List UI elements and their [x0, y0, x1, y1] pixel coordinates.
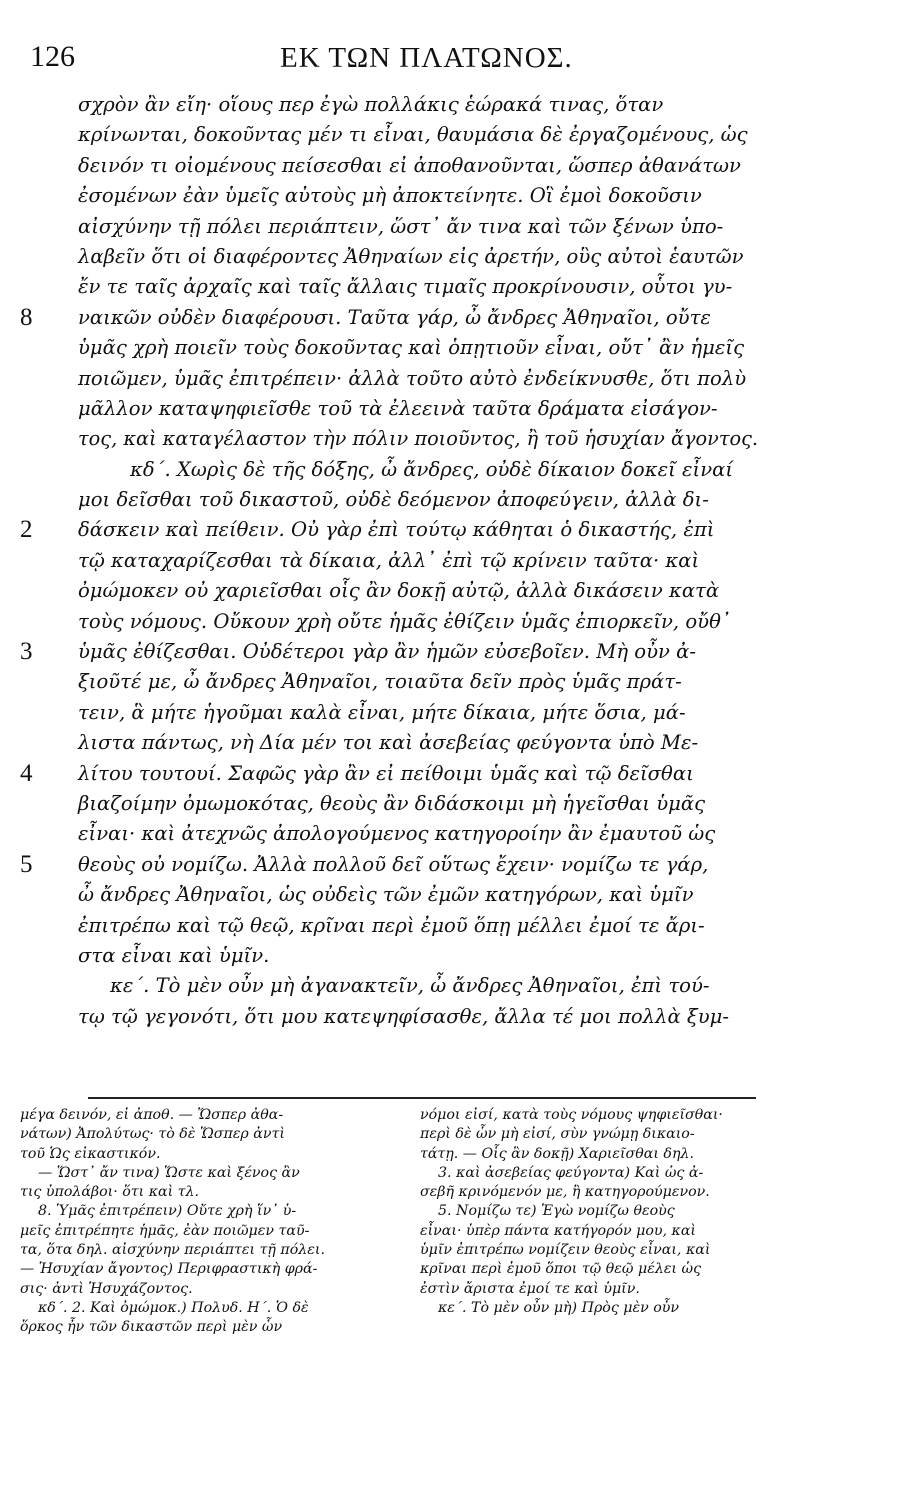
text-line	[20, 637, 758, 667]
footnote-line: τις ὑπολάβοι· ὅτι καὶ τλ.	[20, 1184, 200, 1201]
text-line	[78, 819, 758, 849]
margin-section-number: 8	[20, 303, 33, 331]
footnotes-left-column	[20, 1106, 400, 1338]
footnote-line: σις· ἀντὶ Ἡσυχάζοντος.	[20, 1280, 193, 1297]
text-line	[78, 333, 758, 363]
text-line	[78, 576, 758, 606]
main-text-block	[20, 90, 759, 1032]
text-line-content: βιαζοίμην ὀμωμοκότας, θεοὺς ἂν διδάσκοιμι μὴ ἡγεῖσθαι ὑμᾶς	[78, 791, 706, 815]
text-line	[78, 181, 758, 211]
footnote-line: 8. Ὑμᾶς ἐπιτρέπειν) Οὔτε χρὴ ἵν᾽ ὑ-	[38, 1203, 297, 1220]
text-line-content: ἐσομένων ἐὰν ὑμεῖς αὐτοὺς μὴ ἀποκτείνητε. Οἳ ἐμοὶ δοκοῦσιν	[78, 184, 702, 208]
text-line-content: λίτου τουτουί. Σαφῶς γὰρ ἂν εἰ πείθοιμι ὑμᾶς καὶ τῷ δεῖσθαι	[78, 761, 694, 785]
text-line	[78, 971, 758, 1001]
footnote-line: κδ΄. 2. Καὶ ὀμώμοκ.) Πολυδ. Η΄. Ὁ δὲ	[38, 1299, 309, 1316]
text-line-content: κρίνωνται, δοκοῦντας μέν τι εἶναι, θαυμάσια δὲ ἐργαζομένους, ὡς	[78, 123, 748, 147]
footnote-line: τα, ὅτα δηλ. αἰσχύνην περιάπτει τῇ πόλει.	[20, 1242, 325, 1259]
margin-section-number: 3	[20, 638, 33, 666]
page-header	[30, 40, 872, 90]
text-line	[20, 759, 758, 789]
text-line-content: μοι δεῖσθαι τοῦ δικαστοῦ, οὐδὲ δεόμενον ἀποφεύγειν, ἀλλὰ δι-	[78, 488, 709, 512]
running-title: ΕΚ ΤΩΝ ΠΛΑΤΩΝΟΣ.	[280, 42, 573, 74]
text-line-content: ὀμώμοκεν οὐ χαριεῖσθαι οἷς ἂν δοκῇ αὐτῷ, ἀλλὰ δικάσειν κατὰ	[78, 579, 720, 603]
footnote-line: εἶναι· ὑπὲρ πάντα κατήγορόν μου, καὶ	[420, 1222, 696, 1239]
footnote-line: νάτων) Ἀπολύτως· τὸ δὲ Ὥσπερ ἀντὶ	[20, 1126, 285, 1143]
text-line-content: κε΄. Τὸ μὲν οὖν μὴ ἀγανακτεῖν, ὦ ἄνδρες Ἀθηναῖοι, ἐπὶ τού-	[110, 974, 710, 998]
text-line	[78, 546, 758, 576]
footnote-line: μεῖς ἐπιτρέπητε ἡμᾶς, ἐὰν ποιῶμεν ταῦ-	[20, 1222, 310, 1239]
text-line	[78, 728, 758, 758]
text-line-content: τος, καὶ καταγέλαστον τὴν πόλιν ποιοῦντος, ἢ τοῦ ἡσυχίαν ἄγοντος.	[78, 427, 759, 451]
text-line-content: ὑμᾶς ἐθίζεσθαι. Οὐδέτεροι γὰρ ἂν ἡμῶν εὐσεβοῖεν. Μὴ οὖν ἀ-	[78, 640, 696, 664]
text-line-content: ὑμᾶς χρὴ ποιεῖν τοὺς δοκοῦντας καὶ ὁπῃτιοῦν εἶναι, οὔτ᾽ ἂν ἡμεῖς	[78, 336, 745, 360]
text-line	[20, 850, 758, 880]
text-line-content: σχρὸν ἂν εἴη· οἵους περ ἐγὼ πολλάκις ἑώρακά τινας, ὅταν	[78, 93, 664, 116]
text-line	[78, 485, 758, 515]
text-line	[78, 911, 758, 941]
footnote-line: — Ἡσυχίαν ἄγοντος) Περιφραστικὴ φρά-	[20, 1261, 318, 1278]
footnote-line: μέγα δεινόν, εἰ ἀποθ. — Ὥσπερ ἀθα-	[20, 1107, 284, 1123]
footnote-line: τάτῃ. — Οἷς ἂν δοκῇ) Χαριεῖσθαι δηλ.	[420, 1145, 694, 1162]
text-line	[78, 698, 758, 728]
text-line	[78, 90, 758, 120]
text-line-content: εἶναι· καὶ ἀτεχνῶς ἀπολογούμενος κατηγοροίην ἂν ἐμαυτοῦ ὡς	[78, 822, 716, 846]
footnote-line: σεβῆ κρινόμενόν με, ἢ κατηγορούμενον.	[420, 1184, 710, 1201]
text-line	[78, 242, 758, 272]
text-line	[78, 607, 758, 637]
text-line	[78, 941, 758, 971]
text-line	[78, 789, 758, 819]
footnote-line: ὅρκος ἦν τῶν δικαστῶν περὶ μὲν ὧν	[20, 1319, 283, 1336]
text-line-content: αἰσχύνην τῇ πόλει περιάπτειν, ὥστ᾽ ἄν τινα καὶ τῶν ξένων ὑπο-	[78, 214, 724, 238]
text-line-content: ποιῶμεν, ὑμᾶς ἐπιτρέπειν· ἀλλὰ τοῦτο αὐτὸ ἐνδείκνυσθε, ὅτι πολὺ	[78, 366, 747, 390]
text-line-content: δάσκειν καὶ πείθειν. Οὐ γὰρ ἐπὶ τούτῳ κάθηται ὁ δικαστής, ἐπὶ	[78, 518, 715, 542]
text-line-content: θεοὺς οὐ νομίζω. Ἀλλὰ πολλοῦ δεῖ οὕτως ἔχειν· νομίζω τε γάρ,	[78, 852, 709, 876]
text-line-content: κδ΄. Χωρὶς δὲ τῆς δόξης, ὦ ἄνδρες, οὐδὲ δίκαιον δοκεῖ εἶναί	[130, 457, 734, 481]
page-number: 126	[30, 40, 75, 73]
text-line	[78, 880, 758, 910]
text-line-content: ναικῶν οὐδὲν διαφέρουσι. Ταῦτα γάρ, ὦ ἄνδρες Ἀθηναῖοι, οὔτε	[78, 305, 711, 329]
text-line	[20, 515, 758, 545]
text-line	[78, 667, 758, 697]
margin-section-number: 2	[20, 516, 33, 544]
footnote-line: περὶ δὲ ὧν μὴ εἰσί, σὺν γνώμῃ δικαιο-	[420, 1126, 695, 1143]
text-line-content: μᾶλλον καταψηφιεῖσθε τοῦ τὰ ἐλεεινὰ ταῦτα δράματα εἰσάγον-	[78, 396, 718, 420]
margin-section-number: 4	[20, 759, 33, 787]
text-line	[78, 151, 758, 181]
footnotes-right-column	[420, 1106, 870, 1318]
text-line	[20, 303, 758, 333]
footnote-line: 5. Νομίζω τε) Ἐγὼ νομίζω θεοὺς	[438, 1203, 675, 1220]
text-line	[78, 120, 758, 150]
footnote-line: νόμοι εἰσί, κατὰ τοὺς νόμους ψηφιεῖσθαι·	[420, 1107, 723, 1123]
text-line-content: ἐπιτρέπω καὶ τῷ θεῷ, κρῖναι περὶ ἐμοῦ ὅπῃ μέλλει ἐμοί τε ἄρι-	[78, 913, 705, 937]
text-line-content: ξιοῦτέ με, ὦ ἄνδρες Ἀθηναῖοι, τοιαῦτα δεῖν πρὸς ὑμᾶς πράτ-	[78, 670, 682, 694]
text-line	[78, 455, 758, 485]
footnote-line: τοῦ Ὡς εἰκαστικόν.	[20, 1145, 161, 1162]
text-line-content: λαβεῖν ὅτι οἱ διαφέροντες Ἀθηναίων εἰς ἀρετήν, οὓς αὐτοὶ ἑαυτῶν	[78, 244, 744, 268]
footnote-line: 3. καὶ ἀσεβείας φεύγοντα) Καὶ ὡς ἀ-	[438, 1164, 704, 1181]
text-line-content: στα εἶναι καὶ ὑμῖν.	[78, 943, 270, 967]
footnote-line: κε΄. Τὸ μὲν οὖν μὴ) Πρὸς μὲν οὖν	[438, 1299, 680, 1316]
text-line	[78, 394, 758, 424]
text-line-content: ὦ ἄνδρες Ἀθηναῖοι, ὡς οὐδεὶς τῶν ἐμῶν κατηγόρων, καὶ ὑμῖν	[78, 883, 694, 907]
footnote-line: κρῖναι περὶ ἐμοῦ ὅποι τῷ θεῷ μέλει ὡς	[420, 1261, 702, 1278]
margin-section-number: 5	[20, 850, 33, 878]
text-line-content: τειν, ἃ μήτε ἡγοῦμαι καλὰ εἶναι, μήτε δίκαια, μήτε ὅσια, μά-	[78, 700, 686, 724]
text-line	[78, 1002, 758, 1032]
text-line	[78, 272, 758, 302]
text-line-content: τῷ καταχαρίζεσθαι τὰ δίκαια, ἀλλ᾽ ἐπὶ τῷ κρίνειν ταῦτα· καὶ	[78, 548, 700, 572]
footnote-rule	[88, 1097, 756, 1099]
text-line-content: τοὺς νόμους. Οὔκουν χρὴ οὔτε ἡμᾶς ἐθίζειν ὑμᾶς ἐπιορκεῖν, οὔθ᾽	[78, 609, 731, 633]
text-line-content: τῳ τῷ γεγονότι, ὅτι μου κατεψηφίσασθε, ἄλλα τέ μοι πολλὰ ξυμ-	[78, 1004, 729, 1028]
text-line-content: δεινόν τι οἰομένους πείσεσθαι εἰ ἀποθανοῦνται, ὥσπερ ἀθανάτων	[78, 153, 741, 177]
text-line-content: λιστα πάντως, νὴ Δία μέν τοι καὶ ἀσεβείας φεύγοντα ὑπὸ Με-	[78, 731, 699, 755]
text-line	[78, 364, 758, 394]
footnote-line: ὑμῖν ἐπιτρέπω νομίζειν θεοὺς εἶναι, καὶ	[420, 1242, 711, 1259]
text-line	[78, 212, 758, 242]
footnote-line: ἐστὶν ἄριστα ἐμοί τε καὶ ὑμῖν.	[420, 1280, 640, 1297]
footnote-line: — Ὥστ᾽ ἄν τινα) Ὥστε καὶ ξένος ἂν	[38, 1164, 300, 1181]
text-line	[78, 424, 759, 454]
text-line-content: ἔν τε ταῖς ἀρχαῖς καὶ ταῖς ἄλλαις τιμαῖς προκρίνουσιν, οὗτοι γυ-	[78, 275, 733, 299]
